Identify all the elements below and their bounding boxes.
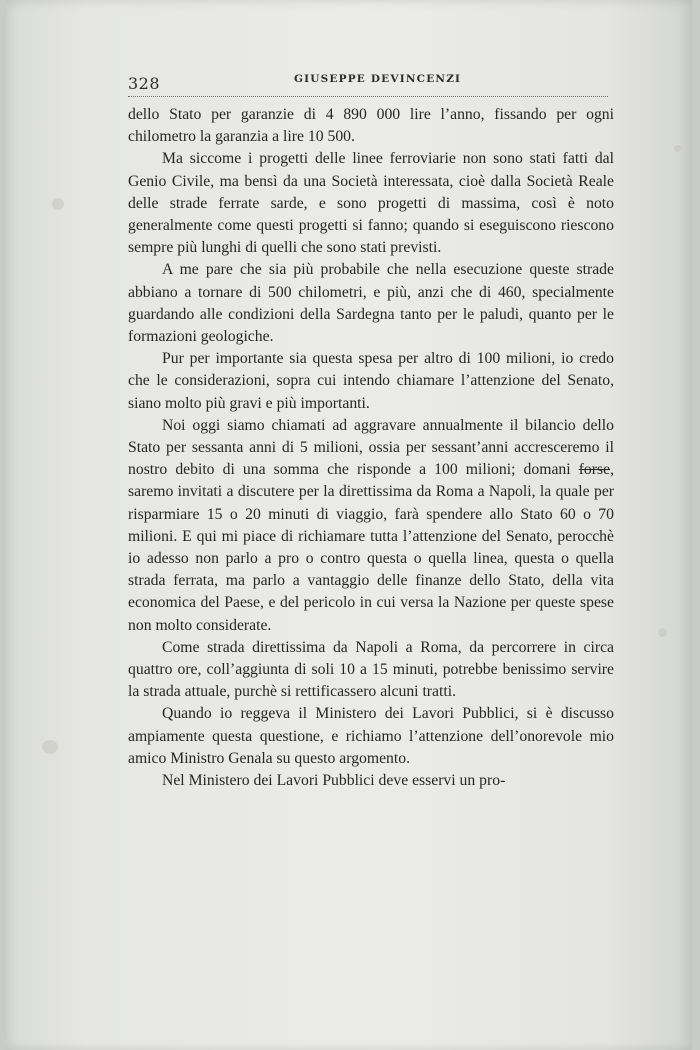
paper-stain: [658, 628, 667, 637]
paragraph: [128, 770, 614, 792]
paragraph: A me pare che sia più probabile che nella esecuzione queste strade abbiano a tornare di 500 chilometri, e più, anzi che di 460, specialmente guardando alle condizioni della Sardegna tanto per le paludi, quanto per le formazioni geologiche.: [128, 261, 614, 346]
paragraph: dello Stato per garanzie di 4 890 000 lire l’anno, fissando per ogni chilometro la garanzia a lire 10 500.: [128, 106, 614, 146]
body-text: [128, 104, 614, 792]
struck-word: forse: [578, 461, 611, 479]
paragraph-text: Nel Ministero dei Lavori Pubblici deve esservi un pro-: [162, 772, 506, 790]
paper-stain: [674, 145, 681, 152]
paper-stain: [42, 740, 58, 754]
paragraph: Ma siccome i progetti delle linee ferroviarie non sono stati fatti dal Genio Civile, ma bensì da una Società interessata, cioè dalla Società Reale delle strade ferrate sarde, e sono progetti di massima, così è noto generalmente come questi progetti si fanno; quando si eseguiscono riescono sempre più lunghi di quelli che sono stati previsti.: [128, 150, 614, 257]
paragraph-text: Noi oggi siamo chiamati ad aggravare annualmente il bilancio dello Stato per sessanta anni di 5 milioni, ossia per sessant’anni accresceremo il nostro debito di una somma che risponde a 100 milioni; domani: [128, 416, 614, 479]
paragraph-text: , saremo invitati a discutere per la direttissima da Roma a Napoli, la quale per risparmiare 15 o 20 minuti di viaggio, farà spendere allo Stato 60 o 70 milioni. E qui mi piace di richiamare tutta l’attenzione del Senato, perocchè io adesso non parlo a pro o contro questa o quella linea, questa o quella strada ferrata, ma parlo a vantaggio delle finanze dello Stato, della vita economica del Paese, e del pericolo in cui versa la Nazione per queste spese non molto considerate.: [128, 461, 614, 634]
paragraph: Come strada direttissima da Napoli a Roma, da percorrere in circa quattro ore, coll’aggiunta di soli 10 a 15 minuti, potrebbe benissimo servire la strada attuale, purchè si rettificassero alcuni tratti.: [128, 638, 614, 701]
paper-stain: [52, 198, 64, 210]
book-page: [6, 0, 692, 1050]
page-number: 328: [128, 74, 161, 93]
page-header: [128, 68, 608, 97]
paragraph: Pur per importante sia questa spesa per altro di 100 milioni, io credo che le considerazioni, sopra cui intendo chiamare l’attenzione del Senato, siano molto più gravi e più importanti.: [128, 350, 614, 412]
running-head: GIUSEPPE DEVINCENZI: [294, 73, 462, 85]
paragraph: Quando io reggeva il Ministero dei Lavori Pubblici, si è discusso ampiamente questa questione, e richiamo l’attenzione dell’onorevole mio amico Ministro Genala su questo argomento.: [128, 705, 614, 767]
paragraph: [128, 415, 614, 637]
